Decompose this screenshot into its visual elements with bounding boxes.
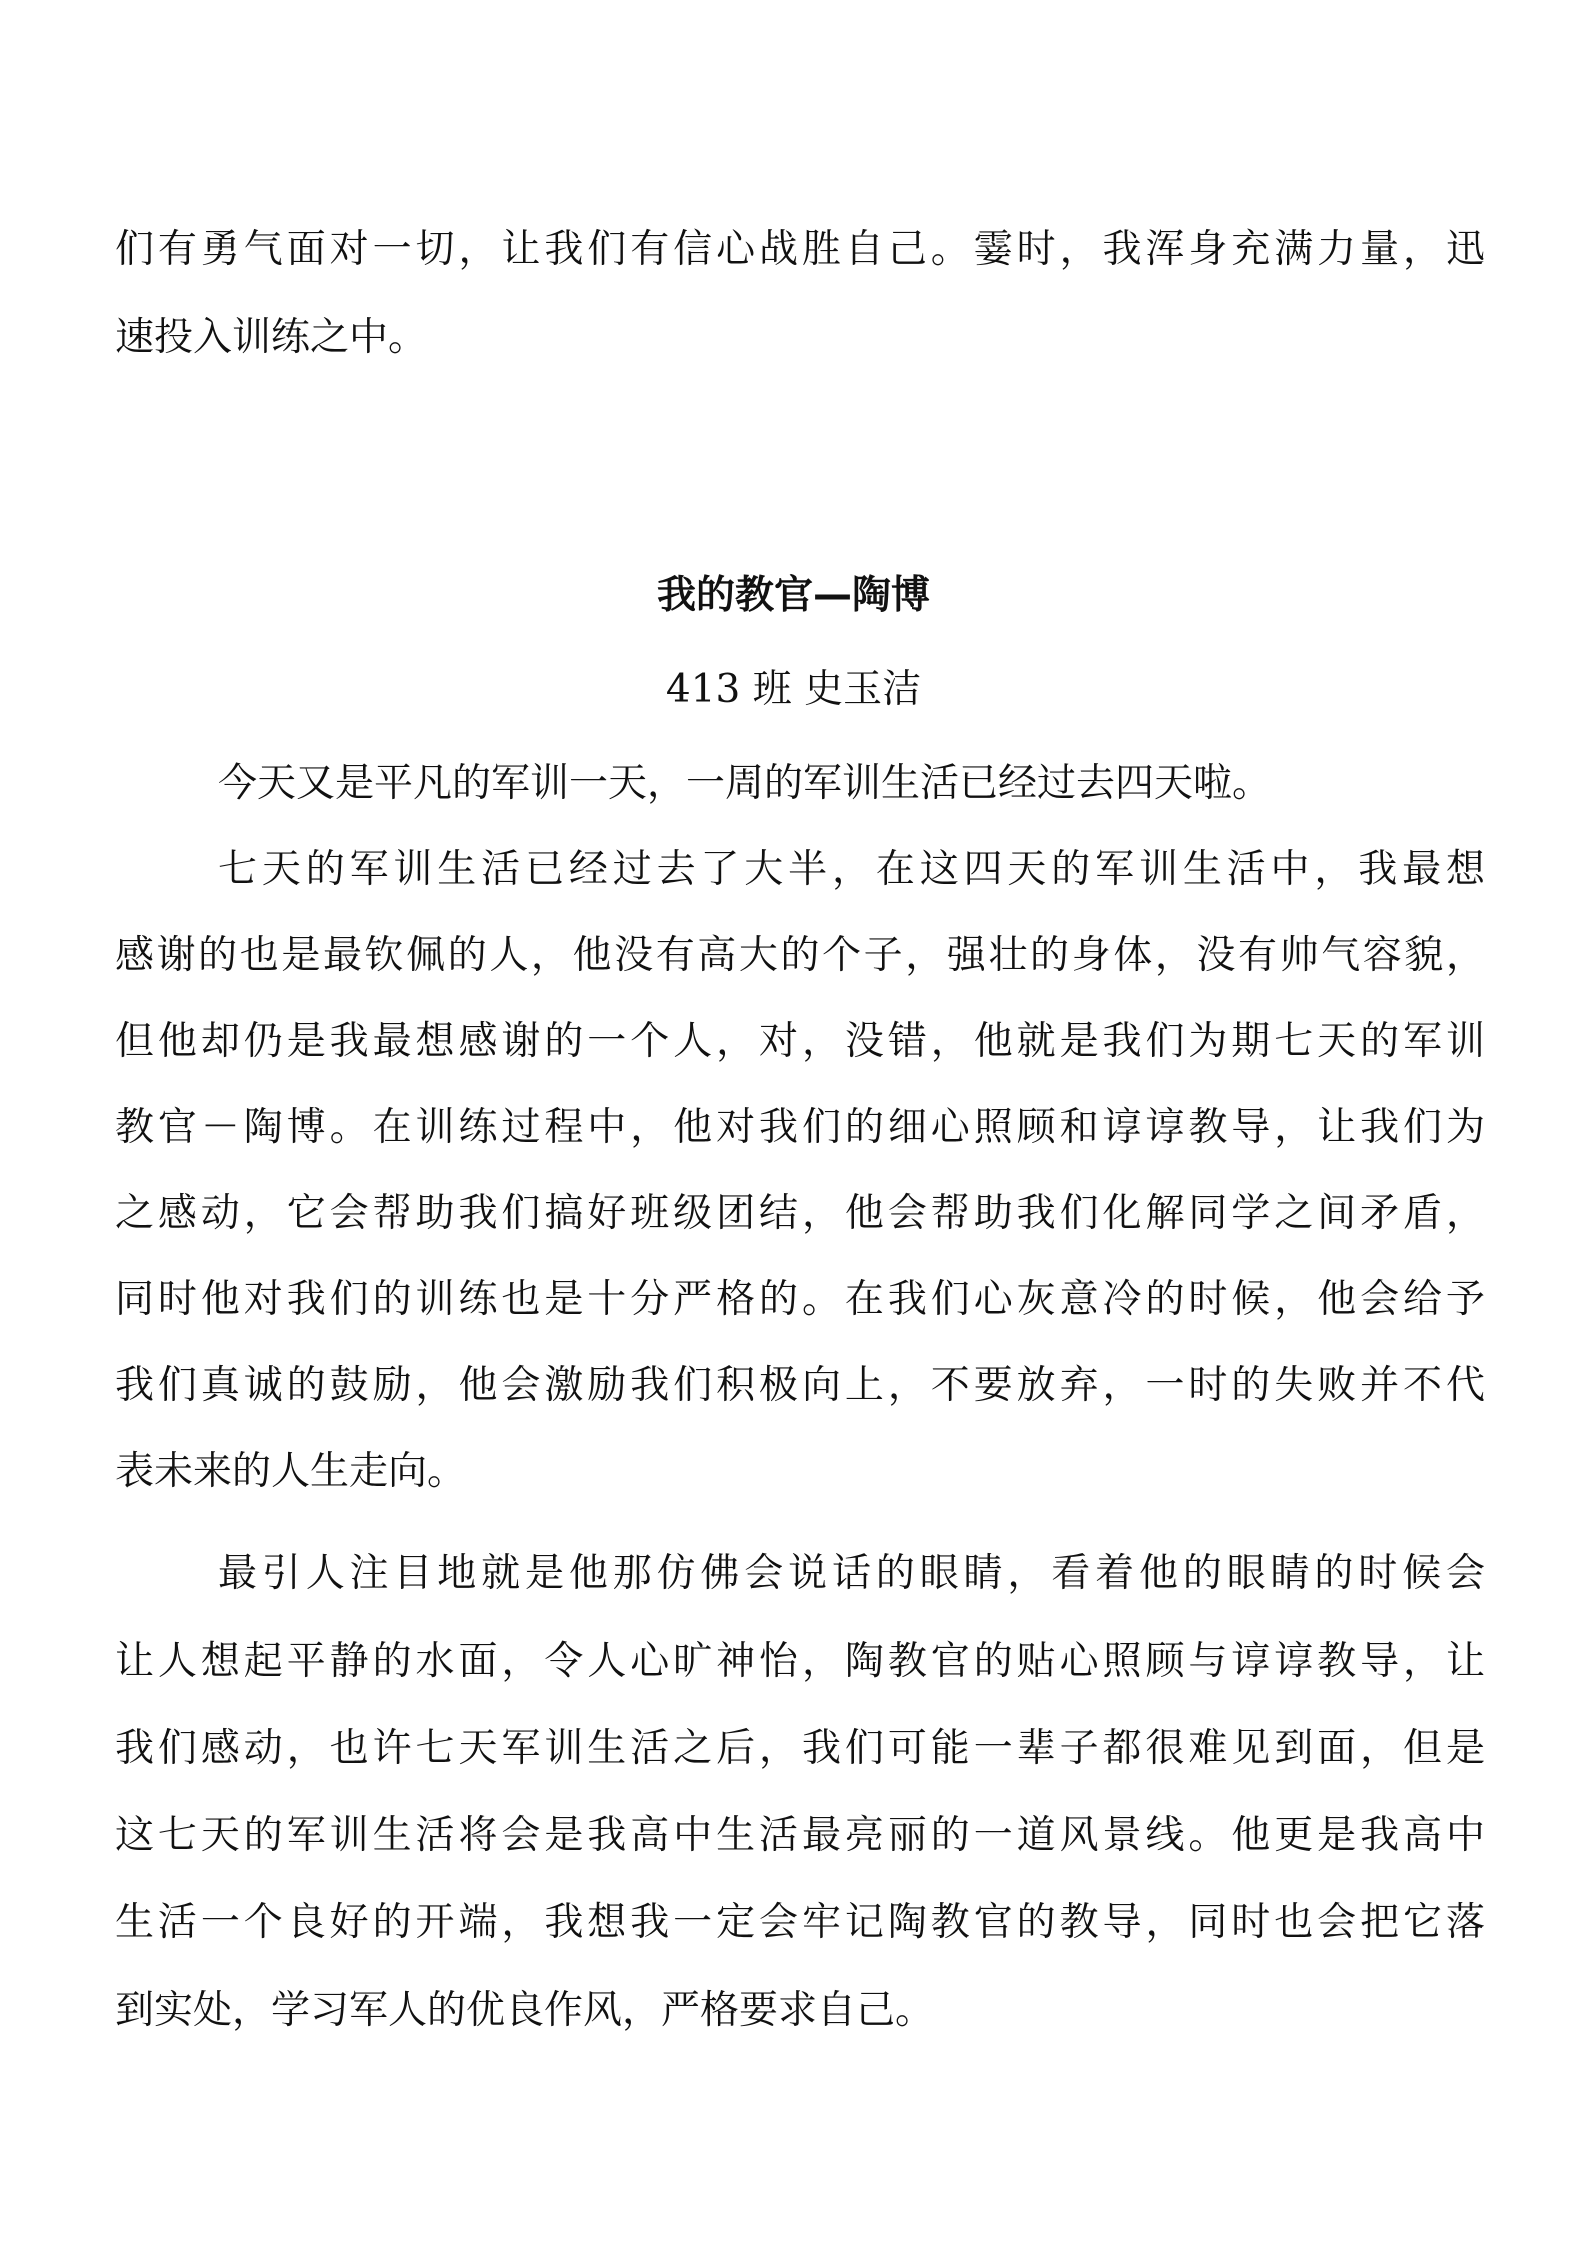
paragraph-2-line-8: 表未来的人生走向。 — [115, 1449, 467, 1494]
paragraph-2-line-5: 之感动，它会帮助我们搞好班级团结，他会帮助我们化解同学之间矛盾， — [115, 1191, 1485, 1236]
paragraph-2-line-6: 同时他对我们的训练也是十分严格的。在我们心灰意冷的时候，他会给予 — [115, 1277, 1485, 1322]
carryover-line-2: 速投入训练之中。 — [115, 315, 428, 360]
paragraph-3-line-1: 最引人注目地就是他那仿佛会说话的眼睛，看着他的眼睛的时候会 — [218, 1551, 1485, 1596]
paragraph-3-line-4: 这七天的军训生活将会是我高中生活最亮丽的一道风景线。他更是我高中 — [115, 1813, 1485, 1858]
paragraph-3-line-3: 我们感动，也许七天军训生活之后，我们可能一辈子都很难见到面，但是 — [115, 1726, 1485, 1771]
paragraph-1-line-1: 今天又是平凡的军训一天，一周的军训生活已经过去四天啦。 — [218, 761, 1272, 806]
carryover-line-1: 们有勇气面对一切，让我们有信心战胜自己。霎时，我浑身充满力量，迅 — [115, 227, 1485, 272]
paragraph-2-line-1: 七天的军训生活已经过去了大半，在这四天的军训生活中，我最想 — [218, 847, 1485, 892]
paragraph-3-line-6: 到实处，学习军人的优良作风，严格要求自己。 — [115, 1988, 935, 2033]
essay-author: 413 班 史玉洁 — [665, 667, 922, 712]
paragraph-2-line-4: 教官－陶博。在训练过程中，他对我们的细心照顾和谆谆教导，让我们为 — [115, 1105, 1485, 1150]
paragraph-3-line-5: 生活一个良好的开端，我想我一定会牢记陶教官的教导，同时也会把它落 — [115, 1900, 1485, 1945]
paragraph-3-line-2: 让人想起平静的水面，令人心旷神怡，陶教官的贴心照顾与谆谆教导，让 — [115, 1639, 1485, 1684]
paragraph-2-line-7: 我们真诚的鼓励，他会激励我们积极向上，不要放弃，一时的失败并不代 — [115, 1363, 1485, 1408]
essay-title: 我的教官—陶博 — [656, 573, 930, 618]
paragraph-2-line-2: 感谢的也是最钦佩的人，他没有高大的个子，强壮的身体，没有帅气容貌， — [115, 933, 1485, 978]
paragraph-2-line-3: 但他却仍是我最想感谢的一个人，对，没错，他就是我们为期七天的军训 — [115, 1019, 1485, 1064]
